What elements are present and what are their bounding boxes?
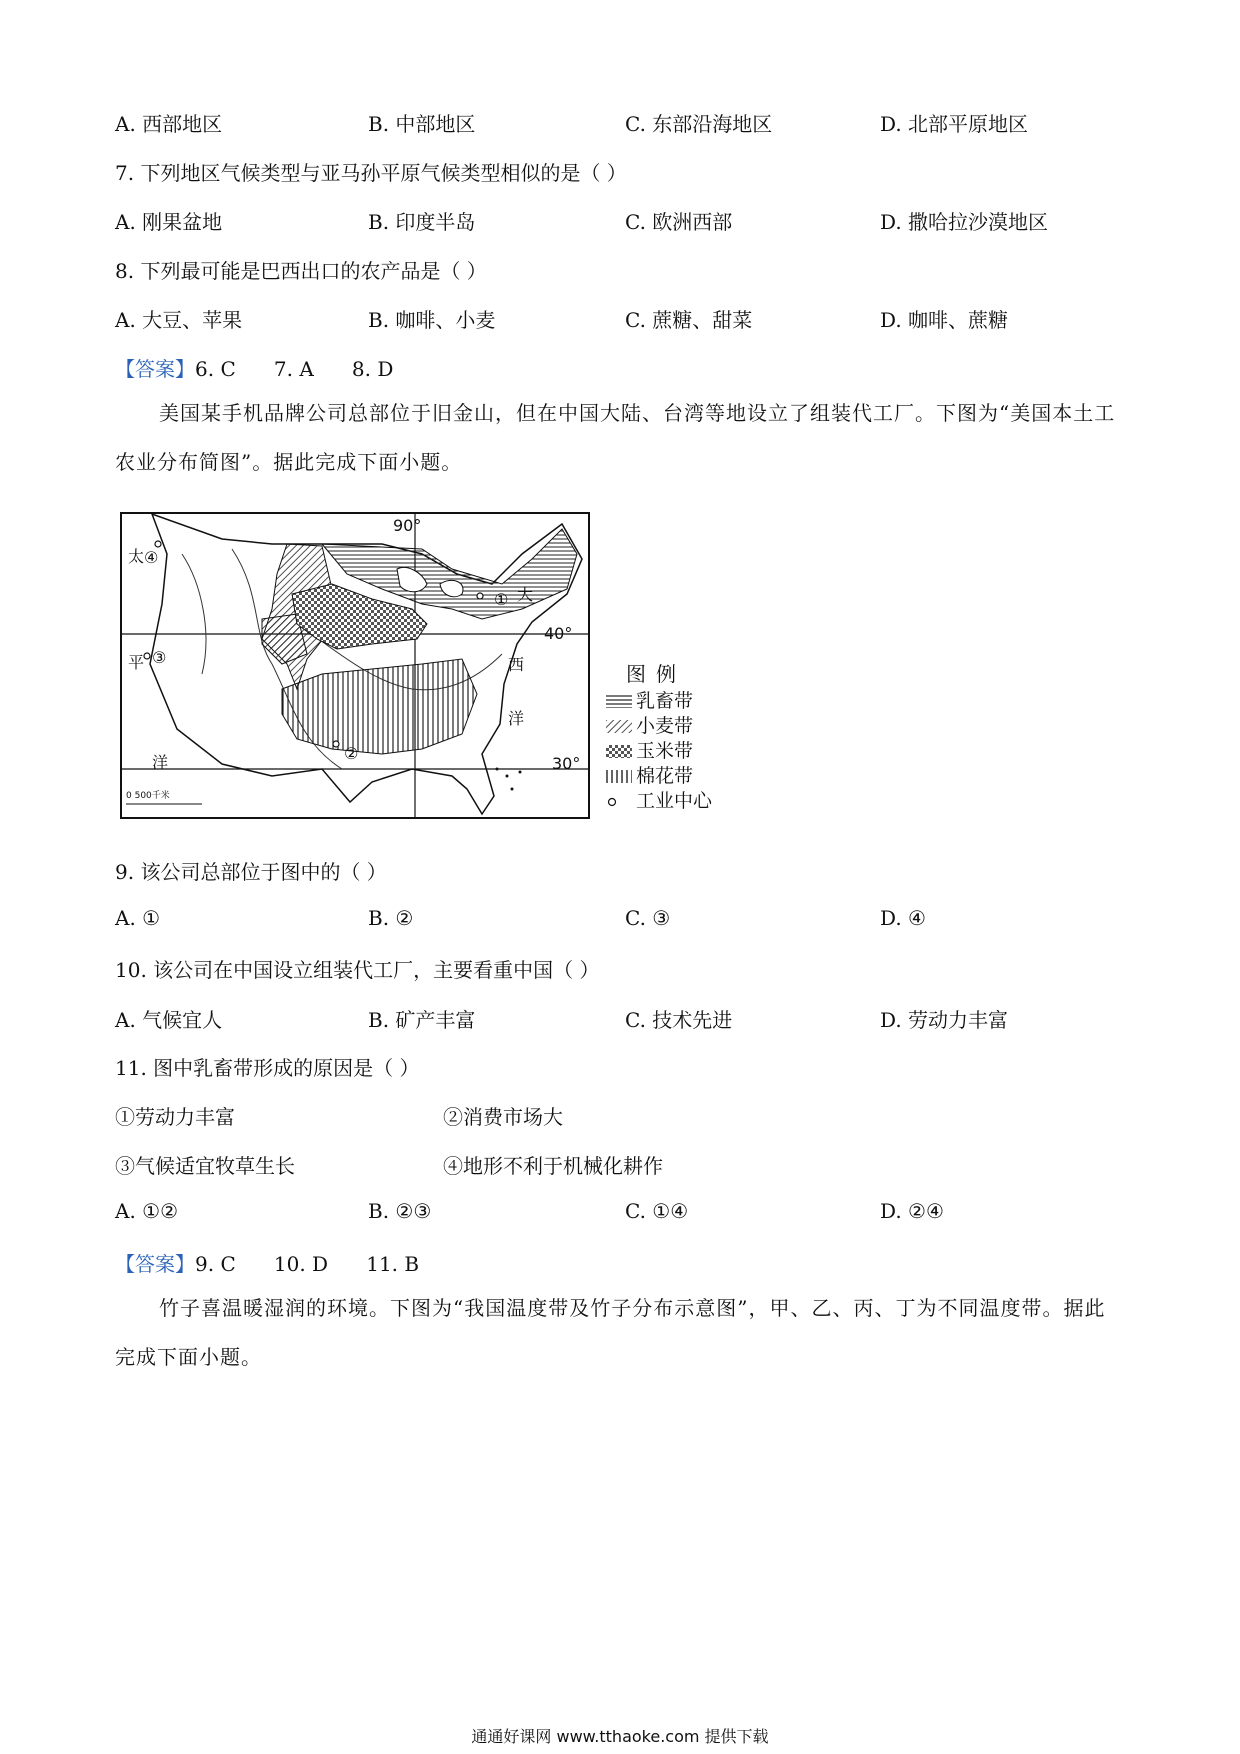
q7-option-a: A. 刚果盆地 [115, 210, 223, 234]
q10-option-b: B. 矿产丰富 [368, 1008, 476, 1032]
legend-item-dairy [606, 686, 693, 713]
question-11-stem: 11. 图中乳畜带形成的原因是（ ） [115, 1056, 420, 1080]
corn-swatch [606, 745, 632, 758]
q10-option-a: A. 气候宜人 [115, 1008, 223, 1032]
q11-option-d: D. ②④ [880, 1199, 944, 1223]
ocean-atlantic-1: 大 [517, 585, 534, 604]
option-a: A. 西部地区 [115, 112, 223, 136]
q9-option-b: B. ② [368, 906, 414, 930]
lat-30-label: 30° [552, 754, 581, 773]
marker-1: ① [494, 590, 509, 609]
q8-option-c: C. 蔗糖、甜菜 [625, 308, 753, 332]
q11-option-b: B. ②③ [368, 1199, 432, 1223]
q7-option-d: D. 撒哈拉沙漠地区 [880, 210, 1049, 234]
passage-2: 竹子喜温暖湿润的环境。下图为“我国温度带及竹子分布示意图”，甲、乙、丙、丁为不同温度带。据此完成下面小题。 [115, 1296, 1106, 1369]
q11-option-a: A. ①② [115, 1199, 179, 1223]
cotton-belt [282, 659, 477, 754]
passage-1: 美国某手机品牌公司总部位于旧金山，但在中国大陆、台湾等地设立了组装代工厂。下图为“美国本土工农业分布简图”。据此完成下面小题。 [115, 401, 1116, 474]
industry-center-2 [333, 741, 339, 747]
marker-3: ③ [152, 648, 167, 667]
q10-option-c: C. 技术先进 [625, 1008, 733, 1032]
answer-line-2 [115, 1248, 419, 1277]
answer-line-1 [115, 353, 393, 382]
legend-label-corn: 玉米带 [636, 740, 694, 762]
answer-text: 6. C 7. A 8. D [195, 357, 394, 381]
ocean-atlantic-3: 洋 [508, 709, 525, 728]
legend-item-corn [606, 736, 693, 763]
question-10-stem: 10. 该公司在中国设立组装代工厂，主要看重中国（ ） [115, 958, 600, 982]
option-c: C. 东部沿海地区 [625, 112, 773, 136]
industry-center-1 [477, 593, 483, 599]
answer-tag: 【答案】 [115, 357, 195, 381]
q11-statement-3: ③气候适宜牧草生长 [115, 1154, 295, 1178]
legend-label-cotton: 棉花带 [636, 765, 694, 787]
question-8-stem: 8. 下列最可能是巴西出口的农产品是（ ） [115, 259, 487, 283]
legend-title: 图例 [626, 662, 686, 686]
ocean-atlantic-2: 西 [508, 655, 525, 674]
option-d: D. 北部平原地区 [880, 112, 1029, 136]
q11-statement-4: ④地形不利于机械化耕作 [443, 1154, 663, 1178]
q8-option-b: B. 咖啡、小麦 [368, 308, 496, 332]
cotton-swatch [606, 770, 632, 783]
q10-option-d: D. 劳动力丰富 [880, 1008, 1009, 1032]
q11-statement-2: ②消费市场大 [443, 1105, 563, 1129]
q9-option-d: D. ④ [880, 906, 926, 930]
q8-option-a: A. 大豆、苹果 [115, 308, 243, 332]
legend-item-industry [606, 786, 712, 813]
legend-label-dairy: 乳畜带 [636, 690, 694, 712]
q9-option-a: A. ① [115, 906, 161, 930]
page-footer: 通通好课网 www.tthaoke.com 提供下载 [471, 1727, 769, 1746]
marker-4: ④ [144, 548, 159, 567]
answer-text-2: 9. C 10. D 11. B [195, 1252, 420, 1276]
q11-statement-1: ①劳动力丰富 [115, 1105, 235, 1129]
legend-item-cotton [606, 761, 693, 788]
question-9-stem: 9. 该公司总部位于图中的（ ） [115, 860, 387, 884]
option-b: B. 中部地区 [368, 112, 476, 136]
lat-40-label: 40° [544, 624, 573, 643]
dairy-swatch [606, 695, 632, 708]
ocean-pacific-3: 洋 [152, 753, 169, 772]
lon-90-label: 90° [393, 516, 422, 535]
ocean-pacific-2: 平 [128, 653, 145, 672]
industry-center-4 [155, 541, 161, 547]
legend-label-industry: 工业中心 [636, 790, 713, 812]
question-7-stem: 7. 下列地区气候类型与亚马孙平原气候类型相似的是（ ） [115, 161, 627, 185]
q9-option-c: C. ③ [625, 906, 671, 930]
q7-option-c: C. 欧洲西部 [625, 210, 733, 234]
legend-label-wheat: 小麦带 [636, 715, 694, 737]
q8-option-d: D. 咖啡、蔗糖 [880, 308, 1009, 332]
q11-option-c: C. ①④ [625, 1199, 689, 1223]
industry-swatch [606, 795, 632, 808]
legend-item-wheat [606, 711, 693, 738]
industry-center-3 [144, 653, 150, 659]
wheat-swatch [606, 720, 632, 733]
marker-2: ② [344, 744, 359, 763]
answer-tag-2: 【答案】 [115, 1252, 195, 1276]
q7-option-b: B. 印度半岛 [368, 210, 476, 234]
scale-label: 0 500千米 [126, 791, 170, 801]
ocean-pacific-1: 太 [128, 547, 145, 566]
usa-agri-industry-map [120, 512, 590, 819]
